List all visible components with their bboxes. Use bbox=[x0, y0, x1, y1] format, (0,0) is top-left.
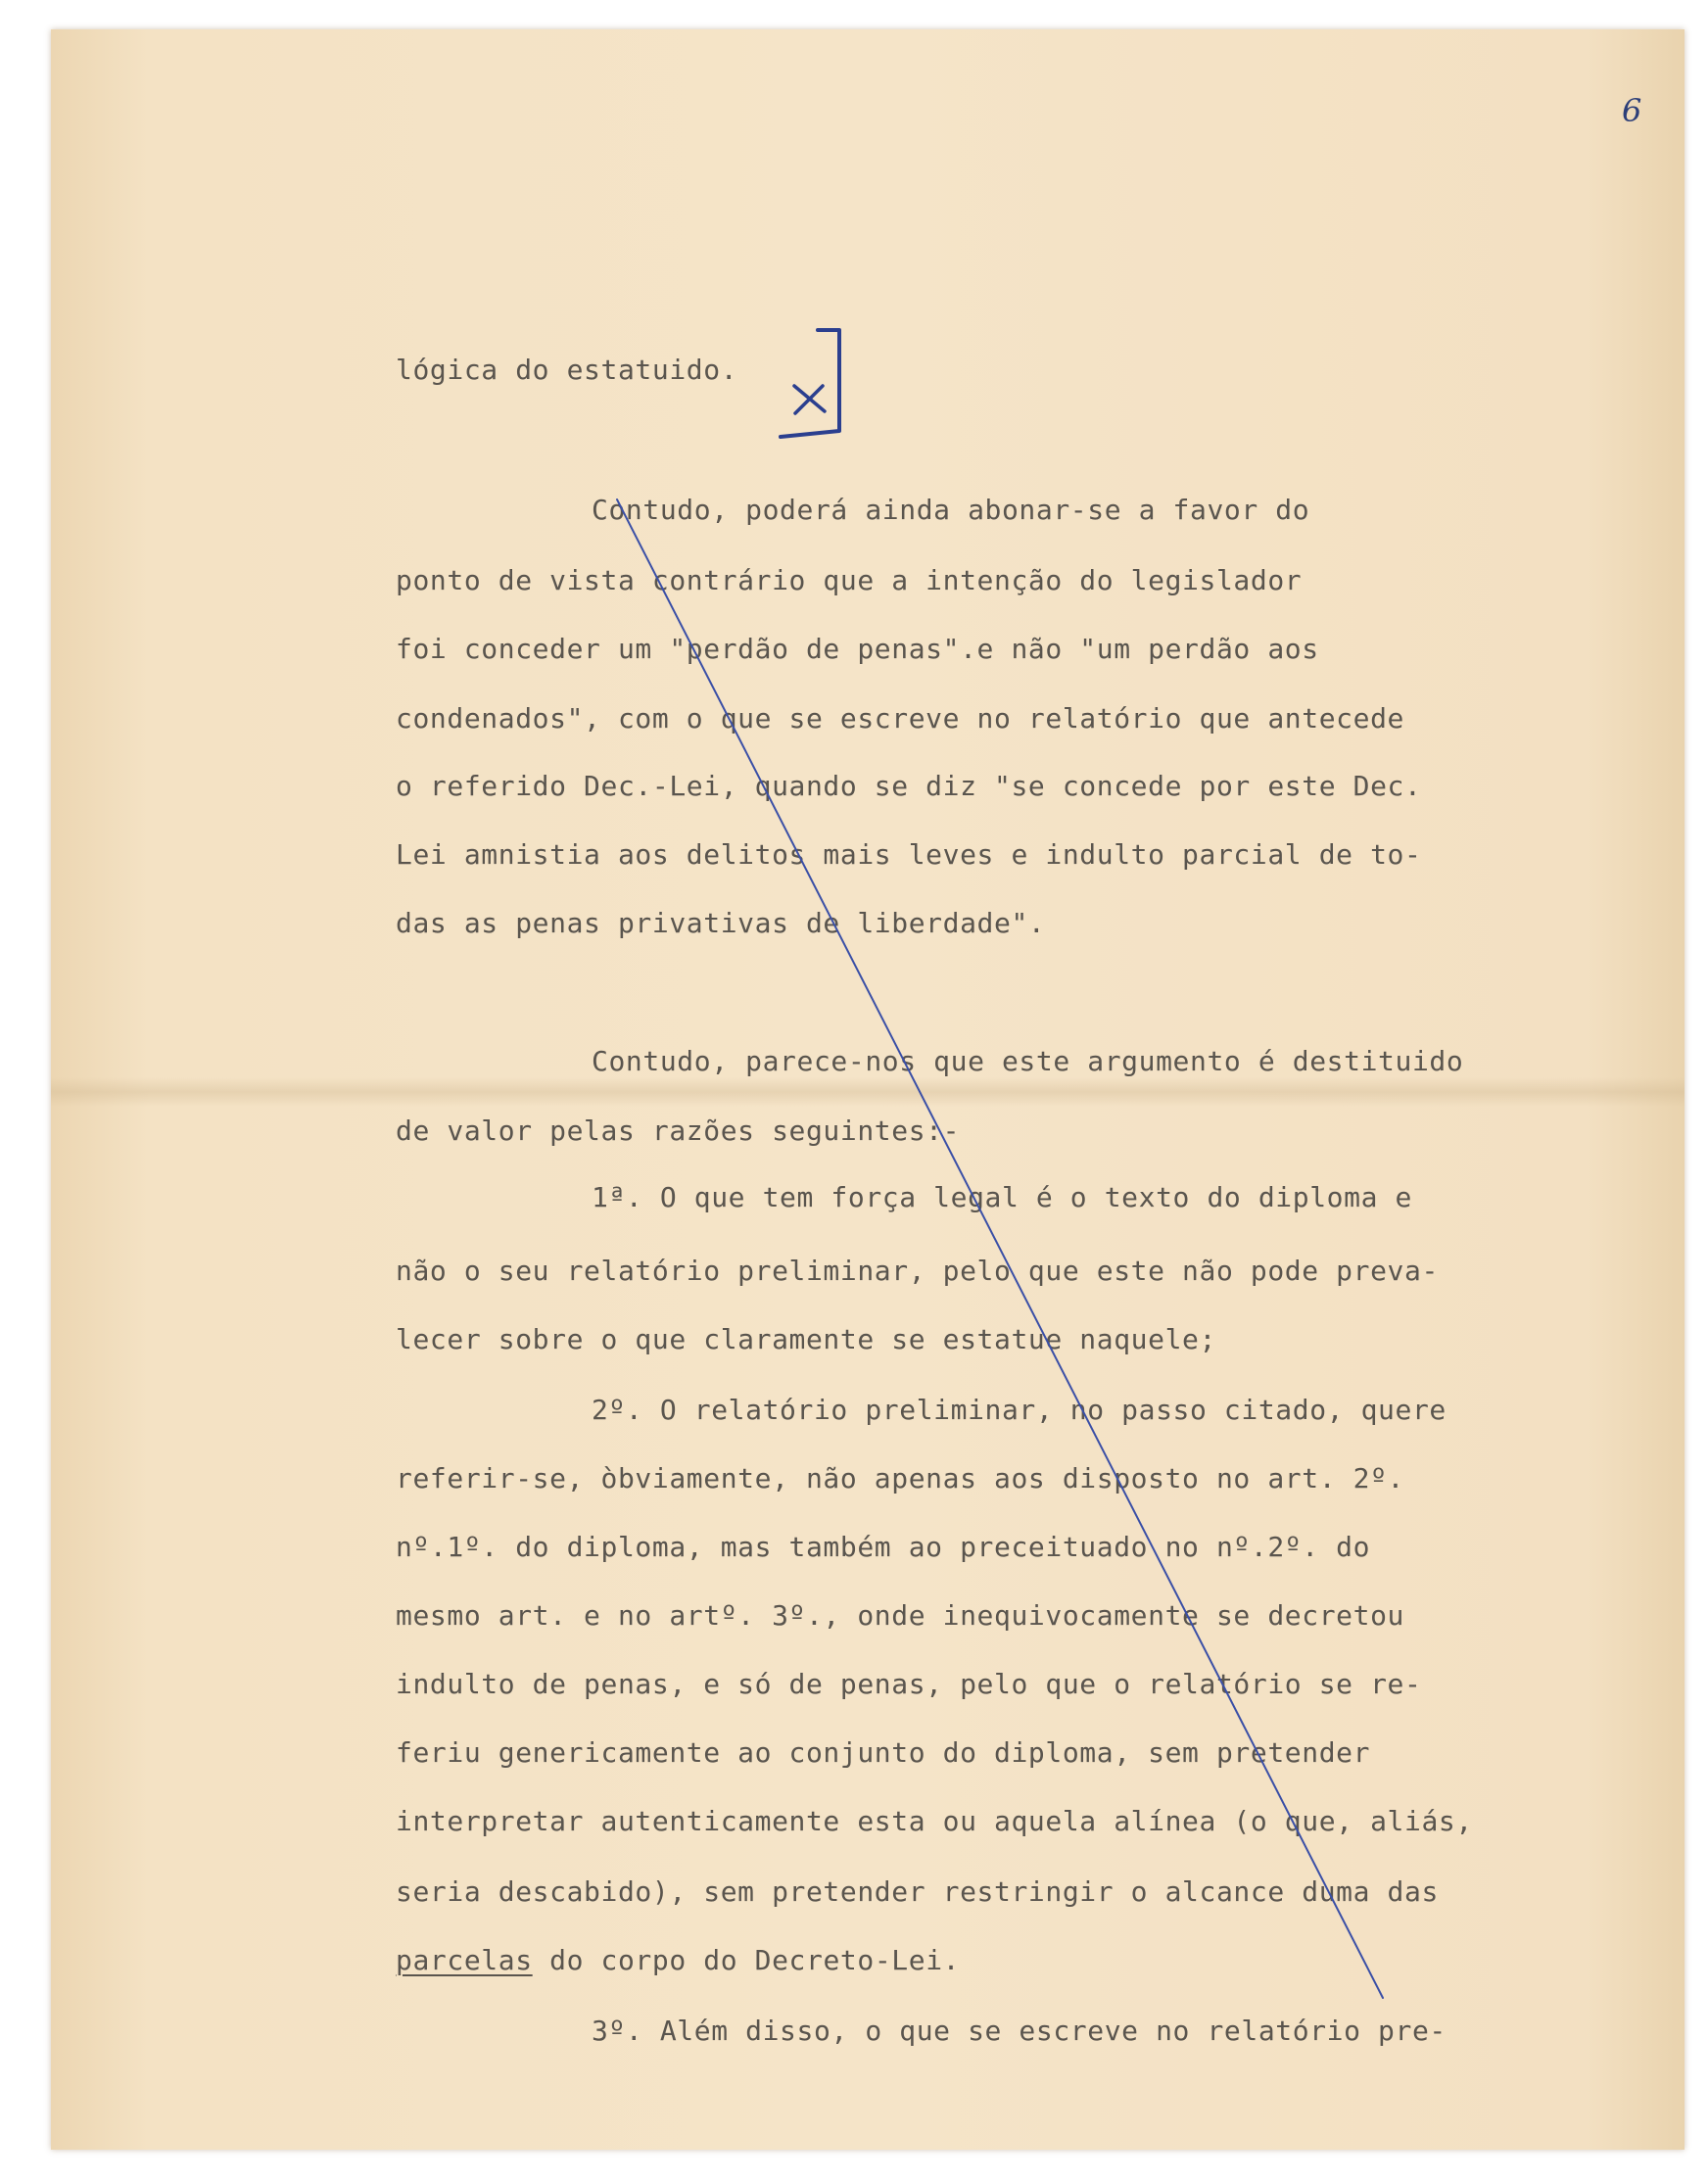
text-line: 2º. O relatório preliminar, no passo citado, quere bbox=[592, 1394, 1447, 1426]
text-fragment: do corpo do Decreto-Lei. bbox=[549, 1944, 961, 1976]
text-line: indulto de penas, e só de penas, pelo que o relatório se re- bbox=[396, 1668, 1422, 1700]
text-line: das as penas privativas de liberdade". bbox=[396, 907, 1046, 939]
text-line: de valor pelas razões seguintes:- bbox=[396, 1115, 961, 1147]
page-number: 6 bbox=[1622, 92, 1642, 129]
text-line: lógica do estatuido. bbox=[396, 354, 738, 386]
underlined-word: parcelas bbox=[396, 1944, 533, 1976]
text-line: Lei amnistia aos delitos mais leves e indulto parcial de to- bbox=[396, 838, 1422, 871]
text-line: mesmo art. e no artº. 3º., onde inequivocamente se decretou bbox=[396, 1599, 1404, 1632]
text-line: condenados", com o que se escreve no relatório que antecede bbox=[396, 702, 1404, 735]
text-line: o referido Dec.-Lei, quando se diz "se concede por este Dec. bbox=[396, 770, 1422, 802]
text-line: Contudo, poderá ainda abonar-se a favor do bbox=[592, 494, 1310, 526]
paper-fold bbox=[51, 1077, 1684, 1107]
text-line: 1ª. O que tem força legal é o texto do diploma e bbox=[592, 1181, 1412, 1213]
text-line: interpretar autenticamente esta ou aquela alínea (o que, aliás, bbox=[396, 1805, 1473, 1837]
text-line: lecer sobre o que claramente se estatue naquele; bbox=[396, 1323, 1216, 1355]
text-line: não o seu relatório preliminar, pelo que este não pode preva- bbox=[396, 1255, 1439, 1287]
text-line: Contudo, parece-nos que este argumento é destituido bbox=[592, 1045, 1464, 1077]
text-line: nº.1º. do diploma, mas também ao preceituado no nº.2º. do bbox=[396, 1531, 1371, 1563]
text-line: feriu genericamente ao conjunto do diploma, sem pretender bbox=[396, 1736, 1371, 1769]
text-line: ponto de vista contrário que a intenção do legislador bbox=[396, 564, 1303, 596]
text-line: seria descabido), sem pretender restringir o alcance duma das bbox=[396, 1875, 1439, 1908]
text-line: 3º. Além disso, o que se escreve no relatório pre- bbox=[592, 2015, 1447, 2047]
text-line bbox=[396, 1943, 960, 1978]
text-line: referir-se, òbviamente, não apenas aos disposto no art. 2º. bbox=[396, 1462, 1404, 1494]
text-line: foi conceder um "perdão de penas".e não "um perdão aos bbox=[396, 633, 1319, 665]
